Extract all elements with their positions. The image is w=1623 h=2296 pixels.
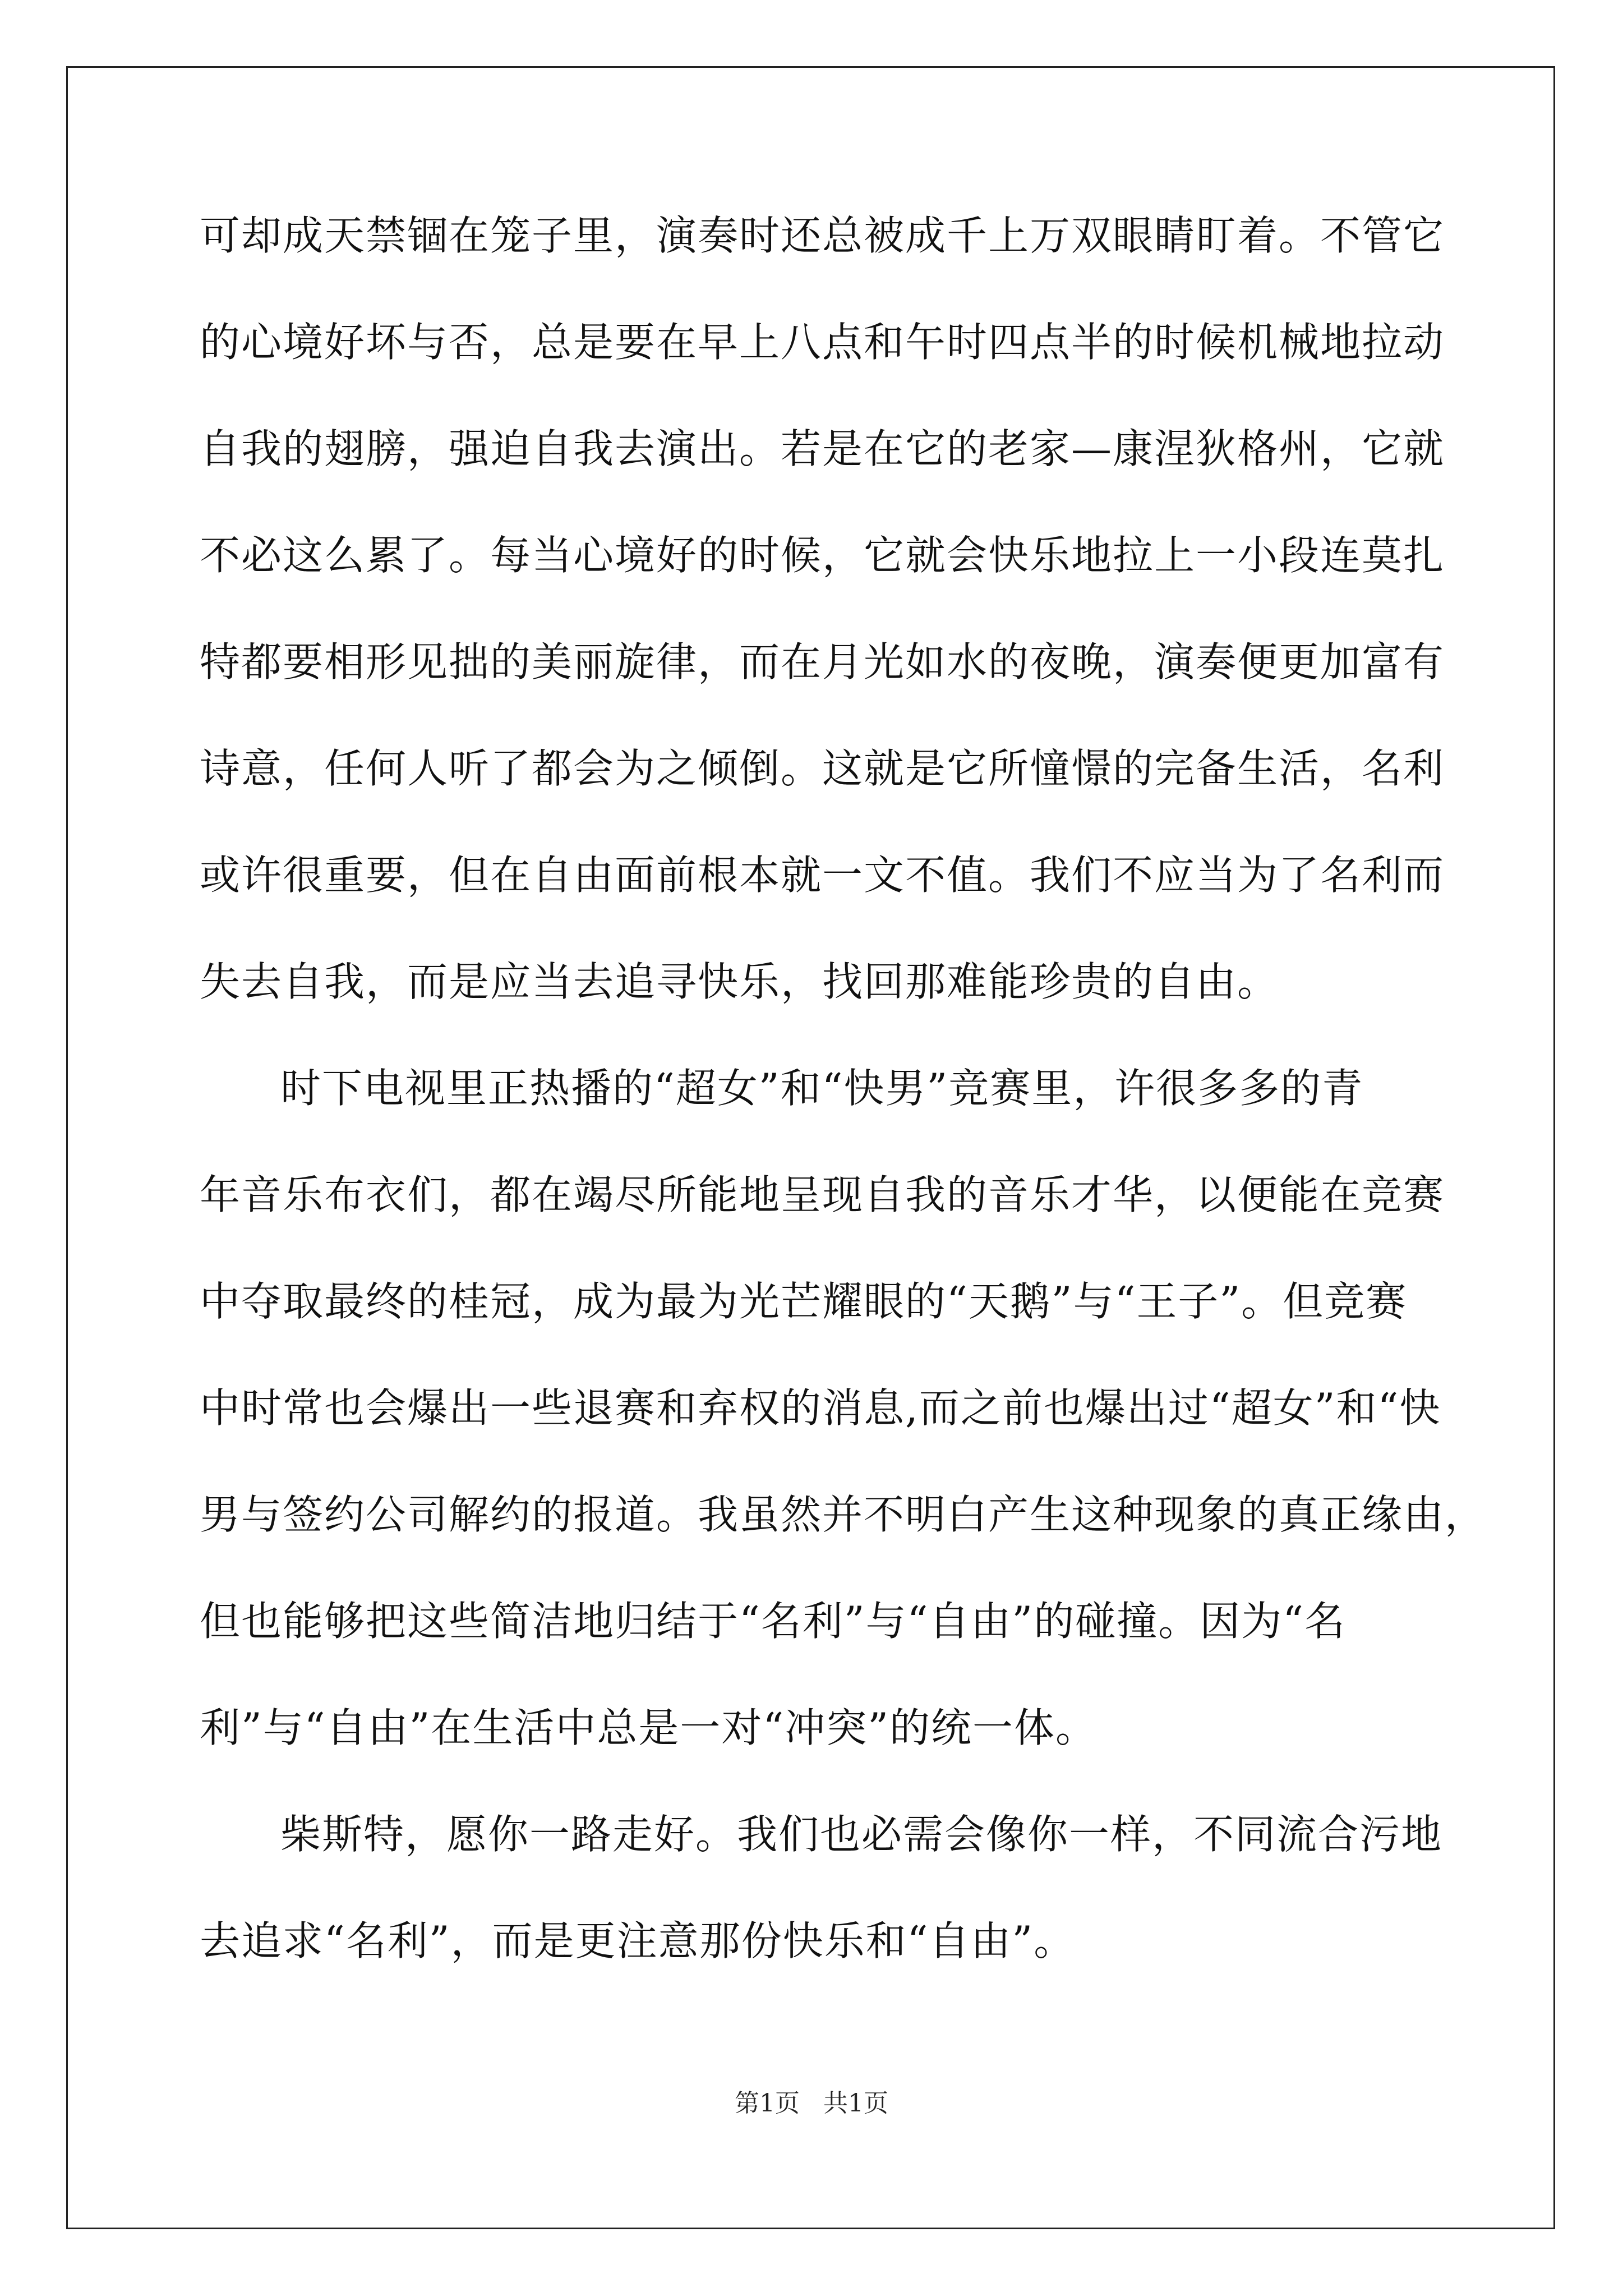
text-line-11: 中夺取最终的桂冠，成为最为光芒耀眼的“天鹅”与“王子”。但竞赛 (200, 1278, 1408, 1325)
text-line-9: 时下电视里正热播的“超女”和“快男”竞赛里，许很多多的青 (280, 1065, 1364, 1112)
text-line-4: 不必这么累了。每当心境好的时候，它就会快乐地拉上一小段连莫扎 (200, 532, 1445, 579)
text-line-14: 但也能够把这些简洁地归结于“名利”与“自由”的碰撞。因为“名 (200, 1598, 1347, 1645)
text-line-8: 失去自我，而是应当去追寻快乐，找回那难能珍贵的自由。 (200, 958, 1279, 1005)
text-line-5: 特都要相形见拙的美丽旋律，而在月光如水的夜晚，演奏便更加富有 (200, 638, 1445, 685)
text-line-7: 或许很重要，但在自由面前根本就一文不值。我们不应当为了名利而 (200, 852, 1445, 899)
text-line-6: 诗意，任何人听了都会为之倾倒。这就是它所憧憬的完备生活，名利 (200, 745, 1445, 792)
text-line-3: 自我的翅膀，强迫自我去演出。若是在它的老家—康涅狄格州，它就 (200, 425, 1445, 472)
page-footer (0, 2087, 1623, 2120)
text-line-10: 年音乐布衣们，都在竭尽所能地呈现自我的音乐才华，以便能在竞赛 (200, 1171, 1445, 1218)
text-line-1: 可却成天禁锢在笼子里，演奏时还总被成千上万双眼睛盯着。不管它 (200, 212, 1445, 259)
page-number-current: 第1页 (735, 2089, 800, 2118)
page-number-total: 共1页 (823, 2089, 888, 2118)
text-line-12: 中时常也会爆出一些退赛和弃权的消息,而之前也爆出过“超女”和“快 (200, 1384, 1441, 1432)
page-border (66, 66, 1555, 2229)
text-line-17: 去追求“名利”，而是更注意那份快乐和“自由”。 (200, 1917, 1076, 1964)
text-line-2: 的心境好坏与否，总是要在早上八点和午时四点半的时候机械地拉动 (200, 319, 1445, 366)
text-line-13: 男与签约公司解约的报道。我虽然并不明白产生这种现象的真正缘由， (200, 1491, 1487, 1538)
text-line-15: 利”与“自由”在生活中总是一对“冲突”的统一体。 (200, 1704, 1098, 1751)
text-line-16: 柴斯特，愿你一路走好。我们也必需会像你一样，不同流合污地 (280, 1811, 1443, 1858)
